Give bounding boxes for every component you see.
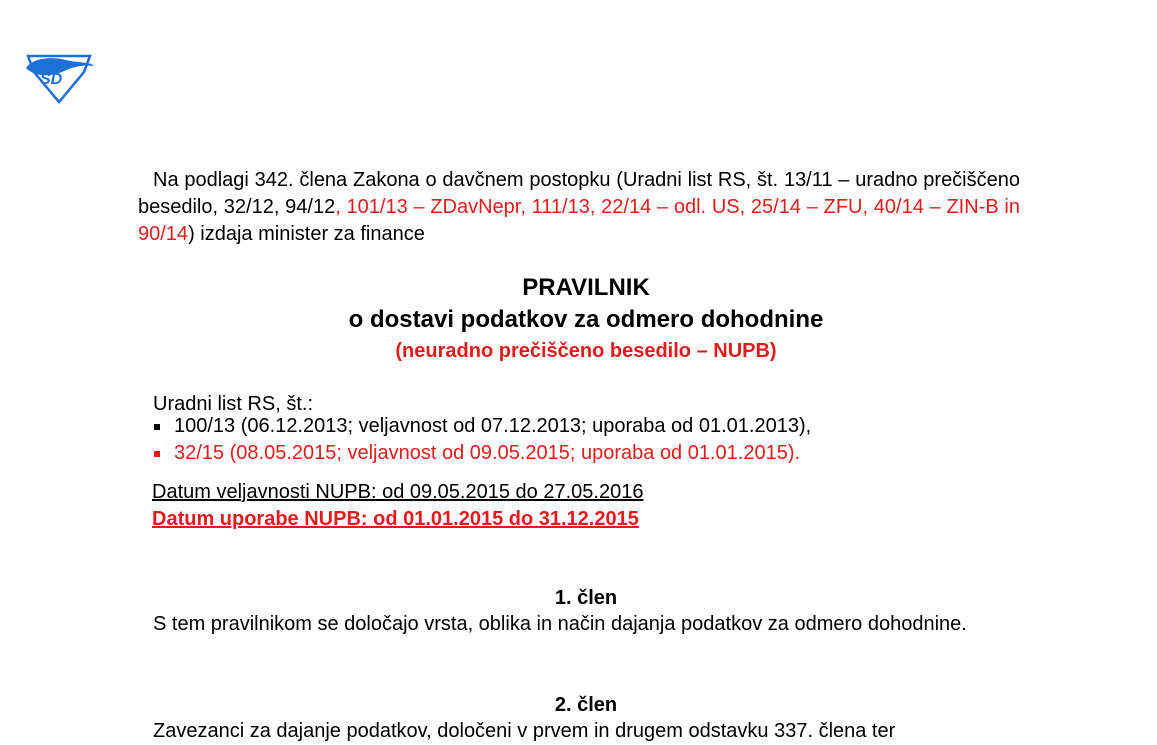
application-date: Datum uporabe NUPB: od 01.01.2015 do 31.12.2015 — [152, 508, 639, 530]
bullet-square-icon — [154, 424, 160, 430]
intro-text: Na podlagi 342. člena Zakona o davčnem postopku (Uradni list RS, št. 13/11 – uradno prečiščeno besedilo, 32/12, 94/12 — [138, 169, 1020, 218]
nupb-note: (neuradno prečiščeno besedilo – NUPB) — [395, 340, 777, 362]
article-text — [138, 611, 1020, 638]
intro-amendments: , 101/13 – ZDavNepr, 111/13, 22/14 – odl. US, 25/14 – ZFU, 40/14 – ZIN-B in 90/14 — [138, 196, 1020, 245]
gazette-item — [153, 440, 811, 467]
document-title: PRAVILNIK — [522, 274, 650, 301]
validity-date: Datum veljavnosti NUPB: od 09.05.2015 do 27.05.2016 — [152, 481, 644, 503]
gazette-item — [153, 413, 811, 440]
gazette-item-text: 100/13 (06.12.2013; veljavnost od 07.12.2013; uporaba od 01.01.2013), — [174, 415, 812, 437]
gazette-label: Uradni list RS, št.: — [153, 393, 314, 415]
intro-issuer: ) izdaja minister za finance — [188, 223, 425, 245]
bullet-square-icon — [154, 451, 160, 457]
article-text-content: Zavezanci za dajanje podatkov, določeni v prvem in drugem odstavku 337. člena ter — [153, 720, 896, 742]
article-heading: 2. člen — [554, 694, 618, 716]
gazette-item-text: 32/15 (08.05.2015; veljavnost od 09.05.2015; uporaba od 01.01.2015). — [174, 442, 801, 464]
document-subtitle: o dostavi podatkov za odmero dohodnine — [348, 306, 824, 333]
article-text-content: S tem pravilnikom se določajo vrsta, oblika in način dajanja podatkov za odmero dohodnine. — [153, 613, 967, 635]
svg-text:SD: SD — [40, 71, 63, 88]
gazette-list — [153, 413, 811, 467]
article-heading: 1. člen — [554, 587, 618, 609]
article-text — [138, 718, 1020, 745]
intro-paragraph — [138, 167, 1020, 248]
sd-shield-logo-icon — [22, 50, 96, 104]
